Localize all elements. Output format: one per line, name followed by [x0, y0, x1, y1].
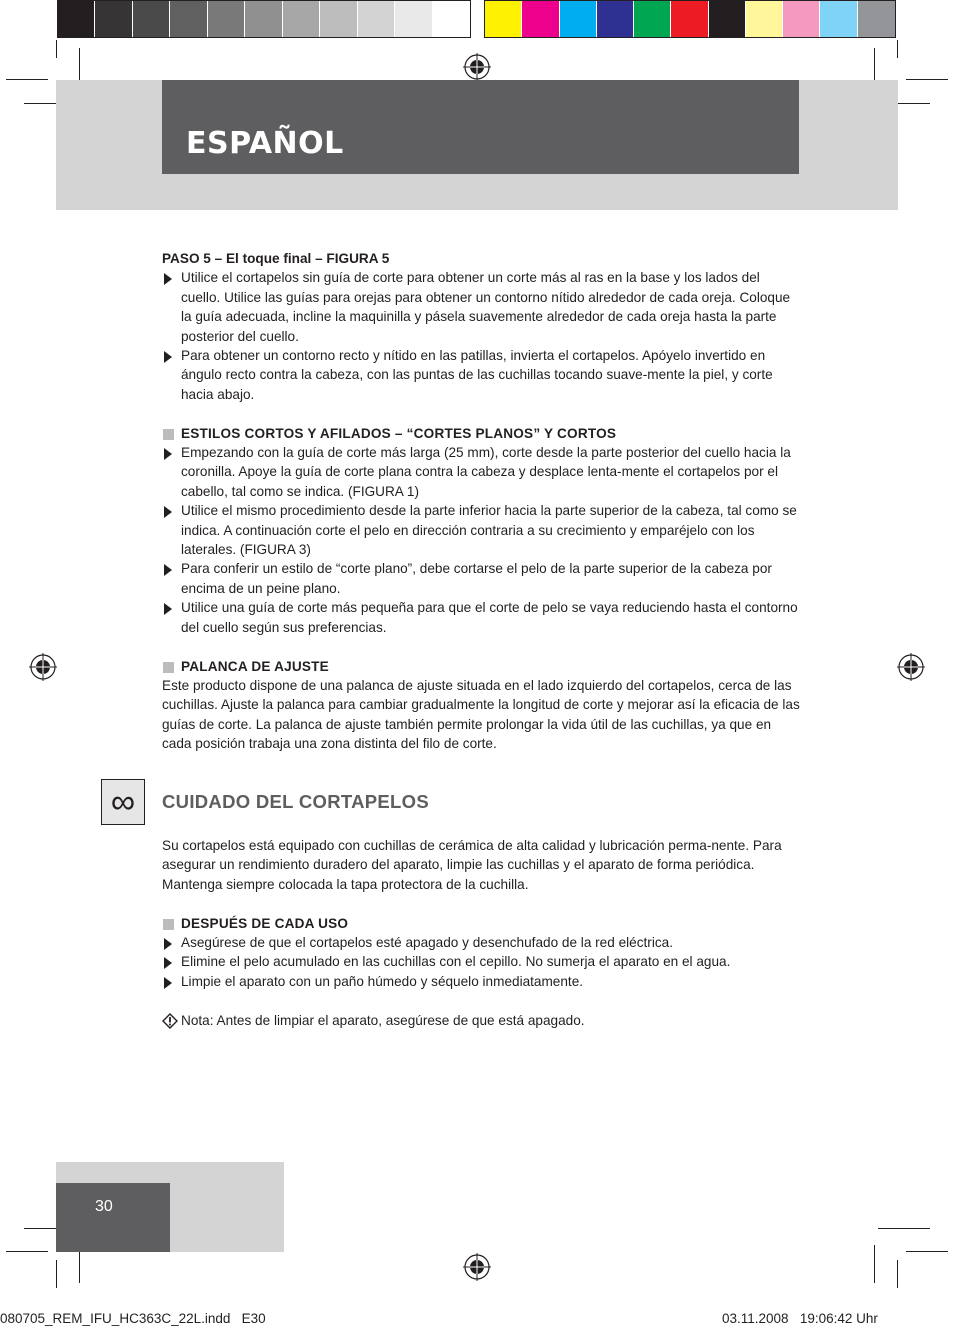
registration-mark-icon	[463, 1253, 491, 1281]
list-item: Elimine el pelo acumulado en las cuchillas con el cepillo. No sumerja el aparato en el agua.	[162, 952, 802, 971]
step5-list	[162, 268, 802, 404]
triangle-bullet-icon	[164, 564, 172, 576]
list-item: Empezando con la guía de corte más larga (25 mm), corte desde la parte posterior del cuello hacia la coronilla. Apoye la guía de corte plana contra la cabeza y desplace lenta-mente el cortapelos por el cabello, tal como se indica. (FIGURA 1)	[162, 443, 802, 501]
list-item: Limpie el aparato con un paño húmedo y séquelo inmediatamente.	[162, 972, 802, 991]
color-swatch	[433, 1, 470, 37]
short-styles-list	[162, 443, 802, 637]
infinity-icon: ∞	[101, 779, 145, 825]
list-item: Para obtener un contorno recto y nítido en las patillas, invierta el cortapelos. Apóyelo invertido en ángulo recto contra la cabeza, con las puntas de las cuchillas tocando suave-mente la piel, y corte hacia abajo.	[162, 346, 802, 404]
square-bullet-icon	[163, 919, 174, 930]
after-use-list	[162, 933, 802, 991]
color-swatch	[208, 1, 245, 37]
after-use-heading: DESPUÉS DE CADA USO	[162, 914, 802, 933]
lever-heading: PALANCA DE AJUSTE	[162, 657, 802, 676]
color-swatch	[820, 1, 857, 37]
triangle-bullet-icon	[164, 938, 172, 950]
color-swatch	[746, 1, 783, 37]
color-swatch	[283, 1, 320, 37]
color-swatch	[170, 1, 207, 37]
color-swatch	[783, 1, 820, 37]
color-swatch	[358, 1, 395, 37]
registration-mark-icon	[29, 653, 57, 681]
color-swatch	[858, 1, 895, 37]
list-item: Utilice el mismo procedimiento desde la parte inferior hacia la parte superior de la cabeza, tal como se indica. A continuación corte el pelo en dirección contraria a su crecimiento y emparéjelo con los laterales. (FIGURA 3)	[162, 501, 802, 559]
care-body: Su cortapelos está equipado con cuchillas de cerámica de alta calidad y lubricación perma-nente. Para asegurar un rendimiento duradero del aparato, limpie las cuchillas y el aparato de forma periódica. Mantenga siempre colocada la tapa protectora de la cuchilla.	[162, 838, 782, 892]
color-swatch	[95, 1, 132, 37]
color-swatch	[395, 1, 432, 37]
list-item: Utilice una guía de corte más pequeña para que el corte de pelo se vaya reduciendo hasta el contorno del cuello según sus preferencias.	[162, 598, 802, 637]
triangle-bullet-icon	[164, 603, 172, 615]
triangle-bullet-icon	[164, 448, 172, 460]
care-content	[162, 836, 802, 1030]
color-swatch	[522, 1, 559, 37]
color-swatch	[671, 1, 708, 37]
registration-mark-icon	[463, 53, 491, 81]
step5-heading: PASO 5 – El toque final – FIGURA 5	[162, 251, 390, 266]
short-styles-heading: ESTILOS CORTOS Y AFILADOS – “CORTES PLANOS” Y CORTOS	[162, 424, 802, 443]
color-swatch	[58, 1, 95, 37]
color-swatch	[133, 1, 170, 37]
list-item: Utilice el cortapelos sin guía de corte para obtener un corte más al ras en la base y los lados del cuello. Utilice las guías para orejas para obtener un contorno nítido alrededor de cada oreja. Coloque la guía adecuada, incline la maquinilla y pásela suavemente alrededor de cada oreja hasta la parte posterior del cuello.	[162, 268, 802, 346]
square-bullet-icon	[163, 429, 174, 440]
triangle-bullet-icon	[164, 506, 172, 518]
color-swatch	[597, 1, 634, 37]
color-swatch	[485, 1, 522, 37]
page-title: ESPAÑOL	[186, 126, 344, 161]
color-swatch	[560, 1, 597, 37]
list-item: Para conferir un estilo de “corte plano”, debe cortarse el pelo de la parte superior de la cabeza por encima de un peine plano.	[162, 559, 802, 598]
slug-date: 03.11.2008 19:06:42 Uhr	[722, 1311, 878, 1326]
main-content	[162, 249, 802, 754]
color-swatch	[634, 1, 671, 37]
triangle-bullet-icon	[164, 977, 172, 989]
registration-mark-icon	[897, 653, 925, 681]
page-number: 30	[95, 1198, 113, 1215]
page-number-box	[56, 1183, 170, 1252]
gray-color-bar	[57, 0, 471, 38]
color-swatch	[709, 1, 746, 37]
process-color-bar	[484, 0, 896, 38]
lever-body: Este producto dispone de una palanca de ajuste situada en el lado izquierdo del cortapelos, cerca de las cuchillas. Ajuste la palanca para cambiar gradualmente la longitud de corte y mejorar así la eficacia de las guías de corte. La palanca de ajuste también permite prolongar la vida útil de las cuchillas, ya que en cada posición trabaja una zona distinta del filo de corte.	[162, 677, 800, 752]
square-bullet-icon	[163, 662, 174, 673]
warning-icon	[162, 1013, 178, 1029]
note: Nota: Antes de limpiar el aparato, asegúrese de que está apagado.	[162, 1011, 802, 1030]
color-swatch	[320, 1, 357, 37]
color-swatch	[245, 1, 282, 37]
triangle-bullet-icon	[164, 273, 172, 285]
care-heading: CUIDADO DEL CORTAPELOS	[162, 791, 429, 812]
list-item: Asegúrese de que el cortapelos esté apagado y desenchufado de la red eléctrica.	[162, 933, 802, 952]
triangle-bullet-icon	[164, 351, 172, 363]
triangle-bullet-icon	[164, 957, 172, 969]
slug-file-name: 080705_REM_IFU_HC363C_22L.indd E30	[0, 1311, 266, 1326]
